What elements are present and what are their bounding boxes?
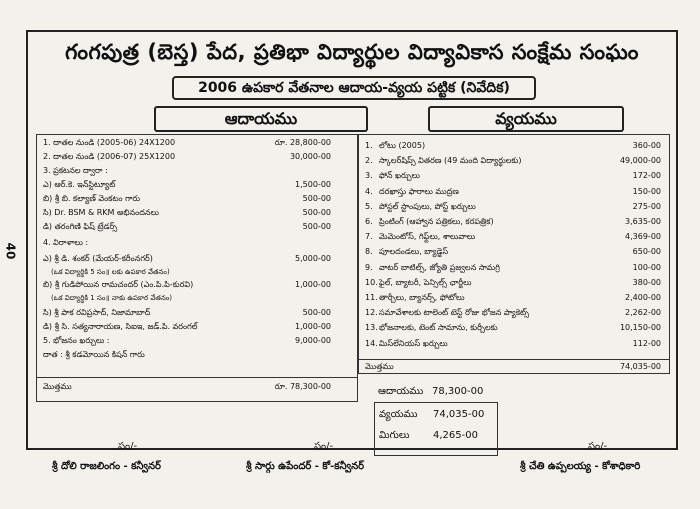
income-row bbox=[37, 253, 357, 264]
expense-row-amount: 49,000-00 bbox=[619, 156, 661, 166]
expense-row bbox=[359, 321, 669, 334]
expense-row bbox=[359, 154, 669, 167]
income-row-amount: 9,000-00 bbox=[295, 336, 331, 345]
income-row-label: డి) శ్రీ సి. సత్యనారాయణ, సిఐఇ, జడ్.పి. వరంగల్ bbox=[43, 322, 198, 331]
income-row bbox=[37, 179, 357, 190]
income-row-label: డి) తరంగిణి ఫిష్ ట్రేడర్స్ bbox=[43, 222, 118, 231]
income-row-amount: 1,500-00 bbox=[295, 180, 331, 189]
income-row bbox=[37, 349, 357, 360]
income-total-divider bbox=[37, 377, 357, 378]
expense-row-label: మిస్‌లేనియస్ ఖర్చులు bbox=[379, 338, 448, 348]
expense-row-label: లోటు (2005) bbox=[379, 141, 426, 150]
income-row-amount: రూ. 28,800-00 bbox=[274, 138, 331, 147]
income-row-amount: 5,000-00 bbox=[295, 254, 331, 263]
income-total-amount: రూ. 78,300-00 bbox=[274, 382, 331, 391]
summary-income-amount: 78,300-00 bbox=[432, 386, 484, 397]
expense-row-amount: 360-00 bbox=[632, 141, 661, 150]
summary-balance-row bbox=[375, 425, 497, 447]
expense-row-amount: 2,262-00 bbox=[625, 308, 661, 318]
income-total-row bbox=[37, 381, 357, 392]
expense-row-number: 2. bbox=[365, 156, 373, 166]
income-row-label: బి) శ్రీ గుడిపోయిన రామచందర్ (ఎం.పి.పి-కురవి) bbox=[43, 280, 194, 289]
summary-box bbox=[374, 402, 498, 456]
income-row bbox=[37, 237, 357, 248]
treasurer-signature: శ్రీ చేతి ఉప్పలయ్య - కోశాధికారి bbox=[520, 461, 641, 472]
income-row-label: 2. దాతల నుండి (2006-07) 25X1200 bbox=[43, 152, 176, 161]
expense-row bbox=[359, 185, 669, 198]
income-row bbox=[37, 267, 357, 278]
income-row-label: సి) Dr. BSM & RKM అభినందనలు bbox=[43, 208, 159, 217]
balance-summary bbox=[374, 382, 498, 456]
income-row bbox=[37, 207, 357, 218]
expense-row-number: 7. bbox=[365, 232, 373, 242]
income-row bbox=[37, 193, 357, 204]
expense-heading: వ్యయము bbox=[428, 106, 624, 132]
expense-row-amount: 10,150-00 bbox=[619, 323, 661, 333]
expense-total-amount: 74,035-00 bbox=[619, 362, 661, 371]
income-row bbox=[37, 279, 357, 290]
expense-row-number: 4. bbox=[365, 186, 373, 196]
expense-row-number: 6. bbox=[365, 217, 373, 226]
expense-row bbox=[359, 230, 669, 243]
report-subtitle: 2006 ఉపకార వేతనాల ఆదాయ-వ్యయ పట్టిక (నివేదిక) bbox=[172, 76, 536, 100]
expense-row-number: 8. bbox=[365, 247, 373, 257]
expense-row bbox=[359, 276, 669, 289]
expense-row-number: 9. bbox=[365, 262, 373, 272]
income-row-amount: 500-00 bbox=[302, 308, 331, 317]
expense-row bbox=[359, 337, 669, 350]
expense-row-label: దరఖాస్తు ఫారాలు ముద్రణ bbox=[379, 186, 459, 196]
income-row-amount: 500-00 bbox=[302, 222, 331, 231]
income-row bbox=[37, 165, 357, 176]
expense-row-amount: 275-00 bbox=[632, 201, 661, 211]
expense-row-number: 13. bbox=[365, 323, 378, 333]
summary-balance-label: మిగులు bbox=[379, 430, 410, 441]
expense-row-label: సమావేశాలకు టాలెంట్ టెస్ట్ రోజు భోజన ప్యాకెట్స్ bbox=[379, 308, 530, 318]
expense-row-label: తార్చీలు, బ్యానర్స్, ఫోటోలు bbox=[379, 293, 465, 302]
convener-signature: శ్రీ దోలి రాజలింగం - కన్వీనర్ bbox=[52, 461, 161, 472]
expense-row bbox=[359, 261, 669, 274]
income-row-amount: 500-00 bbox=[302, 208, 331, 217]
expense-row-number: 14. bbox=[365, 338, 378, 348]
income-row bbox=[37, 321, 357, 332]
income-row-label: 4. విరాళాలు : bbox=[43, 238, 89, 247]
expense-row-label: మెమెంటోస్, గిఫ్ట్‌లు, శాలువాలు bbox=[379, 232, 476, 242]
summary-expense-label: వ్యయము bbox=[379, 409, 418, 420]
income-row-label: (ఒక విద్యార్థికి 5 సం॥ లకు ఉపకార వేతనం) bbox=[51, 268, 170, 276]
income-total-label: మొత్తము bbox=[43, 382, 72, 391]
expense-table bbox=[358, 134, 670, 374]
income-row-amount: 1,000-00 bbox=[295, 322, 331, 331]
expense-row-label: వాటర్ బాటిల్స్, జ్యోతి ప్రజ్వలన సామగ్రి bbox=[379, 262, 500, 272]
expense-row-amount: 150-00 bbox=[632, 186, 661, 196]
convener-sign-mark: సం/- bbox=[118, 441, 138, 452]
income-row-label: ఎ) శ్రీ డి. శంకర్ (మేయర్-కరీంనగర్) bbox=[43, 254, 153, 263]
income-row-label: ఎ) ఆర్.కె. ఇన్‌స్టిట్యూట్ bbox=[43, 180, 116, 189]
expense-row-amount: 4,369-00 bbox=[625, 232, 661, 242]
expense-row-label: ఫోన్ ఖర్చులు bbox=[379, 171, 420, 181]
expense-row-label: ప్రింటింగ్ (ఆహ్వాన పత్రికలు, కరపత్రిక) bbox=[379, 217, 494, 226]
income-row bbox=[37, 293, 357, 304]
expense-row-number: 1. bbox=[365, 141, 373, 150]
expense-row bbox=[359, 169, 669, 182]
report-frame bbox=[26, 30, 678, 450]
treasurer-sign-mark: సం/- bbox=[588, 441, 608, 452]
expense-row-number: 3. bbox=[365, 171, 373, 181]
income-row-label: 1. దాతల నుండి (2005-06) 24X1200 bbox=[43, 138, 176, 147]
expense-row-label: పోస్టల్ స్టాంపులు, పోస్ట్ ఖర్చులు bbox=[379, 201, 476, 211]
income-row-amount: 500-00 bbox=[302, 194, 331, 203]
income-row-label: సి) శ్రీ పాక రవిప్రసాద్, నిజామాబాద్ bbox=[43, 308, 151, 317]
expense-row-amount: 112-00 bbox=[632, 338, 661, 348]
expense-row bbox=[359, 291, 669, 304]
expense-row-amount: 380-00 bbox=[632, 277, 661, 287]
income-row bbox=[37, 151, 357, 162]
income-row bbox=[37, 307, 357, 318]
expense-row bbox=[359, 245, 669, 258]
expense-row bbox=[359, 200, 669, 213]
expense-row-number: 5. bbox=[365, 201, 373, 211]
expense-row-number: 12. bbox=[365, 308, 378, 318]
income-row-label: దాత : శ్రీ కడమోయిన కిషన్ గారు bbox=[43, 350, 145, 359]
expense-row-label: స్కాలర్‌షిప్స్ వితరణ (49 మంది విద్యార్థులకు) bbox=[379, 156, 522, 166]
co-convener-signature: శ్రీ సార్గు ఉపేందర్ - కో-కన్వీనర్ bbox=[246, 461, 365, 472]
income-table bbox=[36, 134, 358, 402]
expense-row bbox=[359, 215, 669, 228]
summary-expense-row bbox=[375, 405, 497, 425]
expense-row-amount: 650-00 bbox=[632, 247, 661, 257]
expense-row bbox=[359, 306, 669, 319]
summary-income-row bbox=[374, 382, 498, 402]
expense-row-number: 10. bbox=[365, 277, 378, 287]
income-row bbox=[37, 137, 357, 148]
expense-row-amount: 172-00 bbox=[632, 171, 661, 181]
expense-total-row bbox=[359, 360, 669, 373]
summary-balance-amount: 4,265-00 bbox=[433, 430, 478, 441]
expense-row-label: భోజనాలకు, టెంట్ సామాను, కుర్చీలకు bbox=[379, 323, 498, 333]
co-convener-sign-mark: సం/- bbox=[314, 441, 334, 452]
expense-row-number: 11. bbox=[365, 293, 378, 302]
income-row-label: 5. భోజనం ఖర్చులు : bbox=[43, 336, 110, 345]
income-row-amount: 1,000-00 bbox=[295, 280, 331, 289]
expense-row-label: పూలదండలు, బ్యాడ్జెస్ bbox=[379, 247, 449, 257]
expense-row-label: ఫైల్, బ్యాటరీ, పెన్సిల్స్ ఛార్జీలు bbox=[379, 277, 472, 287]
expense-row-amount: 100-00 bbox=[632, 262, 661, 272]
summary-income-label: ఆదాయము bbox=[378, 386, 424, 397]
expense-row-amount: 3,635-00 bbox=[625, 217, 661, 226]
income-row-amount: 30,000-00 bbox=[289, 152, 331, 161]
summary-expense-amount: 74,035-00 bbox=[433, 409, 485, 420]
income-row-label: 3. ప్రకటనల ద్వారా : bbox=[43, 166, 108, 175]
expense-total-label: మొత్తము bbox=[365, 362, 394, 371]
income-heading: ఆదాయము bbox=[154, 106, 368, 132]
report-title: గంగపుత్ర (బెస్త) పేద, ప్రతిభా విద్యార్థుల విద్యావికాస సంక్షేమ సంఘం bbox=[65, 40, 639, 64]
expense-row bbox=[359, 139, 669, 152]
income-row bbox=[37, 335, 357, 346]
income-row-label: (ఒక విద్యార్థికి 1 సం॥ నాకు ఉపకార వేతనం) bbox=[51, 294, 173, 302]
income-row bbox=[37, 221, 357, 232]
expense-row-amount: 2,400-00 bbox=[625, 293, 661, 302]
income-row-label: బి) శ్రీ బి. కల్యాణ్ వెంకటం గారు bbox=[43, 194, 140, 203]
page-number: 40 bbox=[3, 242, 18, 260]
